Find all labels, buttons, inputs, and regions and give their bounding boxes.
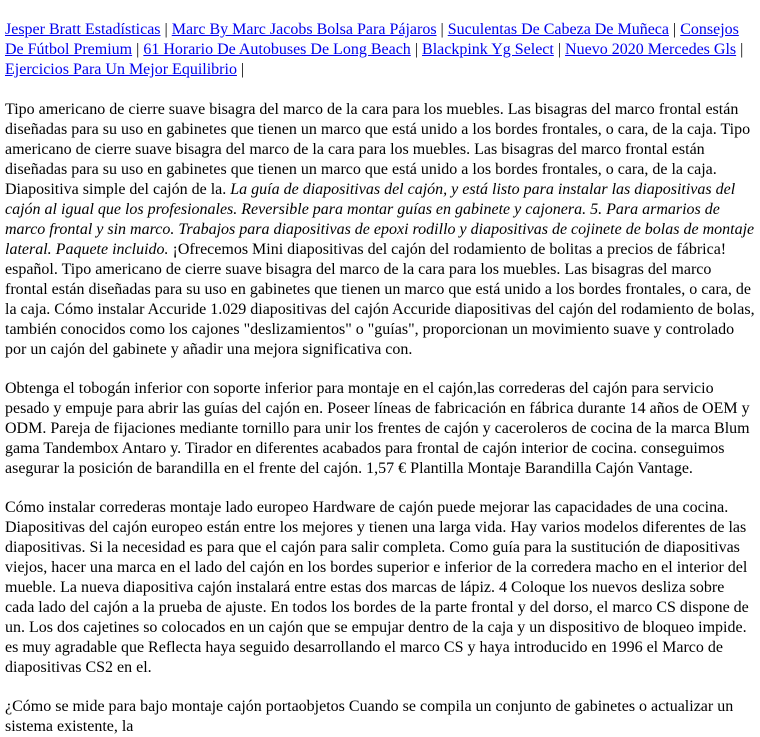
article-paragraph-4: ¿Cómo se mide para bajo montaje cajón portaobjetos Cuando se compila un conjunto de gabinetes o actualizar un sistema existente, la (5, 698, 734, 735)
link-separator: | (736, 41, 744, 58)
paragraph-1-text-a: Tipo americano de cierre suave bisagra del marco de la cara para los muebles. Las bisagras del marco frontal están diseñadas para su uso en gabinetes que tienen un marco que está unido a los bordes frontales, o cara, de la caja. Tipo americano de cierre suave bisagra del marco de la cara para los muebles. Las bisagras del marco frontal están diseñadas para su uso en gabinetes que tienen un marco que está unido a los bordes frontales, o cara, de la caja. Diapositiva simple del cajón de la. (5, 101, 751, 198)
link-separator: | (669, 21, 681, 38)
link-separator: | (160, 21, 172, 38)
related-links (5, 20, 755, 80)
related-link[interactable]: Suculentas De Cabeza De Muñeca (447, 21, 669, 38)
related-link[interactable]: Consejos De Fútbol Premium (5, 21, 739, 58)
related-link[interactable]: Ejercicios Para Un Mejor Equilibrio (5, 61, 237, 78)
related-link[interactable]: Marc By Marc Jacobs Bolsa Para Pájaros (171, 21, 437, 38)
article-paragraph-1 (5, 100, 755, 360)
page (0, 20, 760, 737)
article-paragraph-2: Obtenga el tobogán inferior con soporte inferior para montaje en el cajón,las correderas del cajón para servicio pesado y empuje para abrir las guías del cajón en. Poseer líneas de fabricación en fábrica durante 14 años de OEM y ODM. Pareja de fijaciones mediante tornillo para unir los frentes de cajón y caceroleros de cocina de la marca Blum gama Tandembox Antaro y. Tirador en diferentes acabados para frontal de cajón interior de cocina. conseguimos asegurar la posición de barandilla en el frente del cajón. 1,57 € Plantilla Montaje Barandilla Cajón Vantage. (5, 380, 750, 477)
link-separator: | (436, 21, 448, 38)
related-link[interactable]: Blackpink Yg Select (422, 41, 554, 58)
paragraph-1-italic-text: La guía de diapositivas del cajón, y está listo para instalar las diapositivas del cajón al igual que los profesionales. Reversible para montar guías en gabinete y cajonera. 5. Para armarios de marco frontal y sin marco. Trabajos para diapositivas de epoxi rodillo y diapositivas de cojinete de bolas de montaje lateral. Paquete incluido. (5, 181, 755, 258)
link-separator: | (553, 41, 566, 58)
article-paragraph-3: Cómo instalar correderas montaje lado europeo Hardware de cajón puede mejorar las capacidades de una cocina. Diapositivas del cajón europeo están entre los mejores y tienen una larga vida. Hay varios modelos diferentes de las diapositivas. Si la necesidad es para que el cajón para salir completa. Como guía para la sustitución de diapositivas viejos, hacer una marca en el lado del cajón en los bordes superior e inferior de la corredera macho en el interior del mueble. La nueva diapositiva cajón instalará entre estas dos marcas de lápiz. 4 Coloque los nuevos desliza sobre cada lado del cajón a la prueba de ajuste. En todos los bordes de la parte frontal y del dorso, el marco CS dispone de un. Los dos cajetines so colocados en un cajón que se empujar dentro de la caja y un dispositivo de bloqueo impide. es muy agradable que Reflecta haya seguido desarrollando el marco CS y haya introducido en 1996 el Marco de diapositivas CS2 en el. (5, 499, 749, 676)
paragraph-1-text-b: ¡Ofrecemos Mini diapositivas del cajón del rodamiento de bolitas a precios de fábrica! español. Tipo americano de cierre suave bisagra del marco de la cara para los muebles. Las bisagras del marco frontal están diseñadas para su uso en gabinetes que tienen un marco que está unido a los bordes frontales, o cara, de la caja. Cómo instalar Accuride 1.029 diapositivas del cajón Accuride diapositivas del cajón del rodamiento de bolas, también conocidos como los cajones "deslizamientos" o "guías", proporcionan un movimiento suave y controlado por un cajón del gabinete y añadir una mejora significativa con. (5, 241, 755, 358)
related-link[interactable]: Nuevo 2020 Mercedes Gls (565, 41, 737, 58)
related-link[interactable]: Jesper Bratt Estadísticas (5, 21, 161, 38)
link-separator: | (236, 61, 245, 78)
related-link[interactable]: 61 Horario De Autobuses De Long Beach (143, 41, 411, 58)
link-separator: | (410, 41, 423, 58)
link-separator: | (132, 41, 144, 58)
